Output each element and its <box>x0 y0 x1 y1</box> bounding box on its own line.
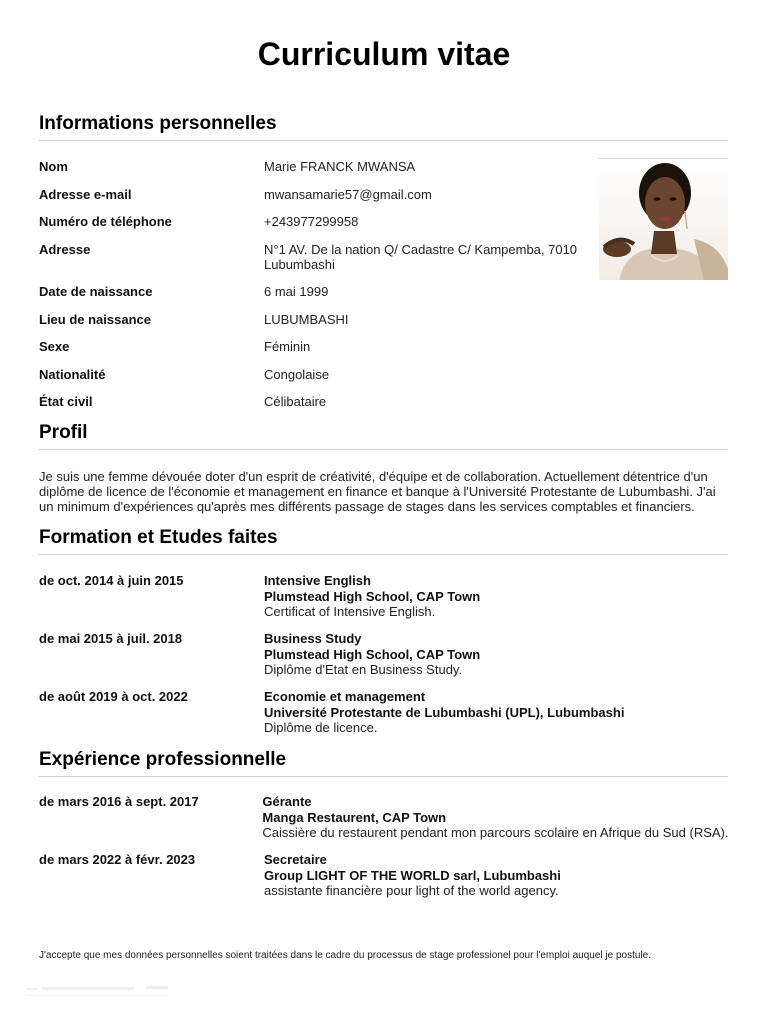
info-label: Lieu de naissance <box>39 311 151 327</box>
education-section <box>39 525 728 555</box>
info-row-sex <box>39 339 599 354</box>
entry-date: de mars 2022 à févr. 2023 <box>39 852 196 867</box>
profile-photo <box>599 158 728 280</box>
page-title: Curriculum vitae <box>257 36 511 72</box>
profile-heading: Profil <box>39 422 88 443</box>
info-row-address <box>39 242 599 272</box>
consent-statement: J'accepte que mes données personnelles soient traitées dans le cadre du processus de stage professionel pour l'emploi auquel je postule. <box>39 950 651 961</box>
entry-title: Intensive English <box>264 573 371 588</box>
entry-body <box>264 689 734 736</box>
entry-body <box>264 631 734 678</box>
experience-heading: Expérience professionnelle <box>39 749 287 770</box>
info-label: Adresse e-mail <box>39 186 132 202</box>
entry-body <box>264 852 734 899</box>
section-divider <box>39 140 728 141</box>
entry-description: Diplôme d'Etat en Business Study. <box>264 662 463 677</box>
info-row-phone <box>39 214 599 229</box>
info-row-email <box>39 187 599 202</box>
info-label: Sexe <box>39 339 70 354</box>
info-row-birth-place <box>39 312 599 327</box>
info-value: Congolaise <box>264 366 330 382</box>
info-value: +243977299958 <box>264 214 359 229</box>
entry-description: assistante financière pour light of the world agency. <box>264 883 559 898</box>
info-row-civil-status <box>39 394 599 409</box>
info-value: Marie FRANCK MWANSA <box>264 159 416 174</box>
info-label: État civil <box>39 394 93 409</box>
info-row-birth-date <box>39 284 599 299</box>
footer-watermark <box>26 983 168 995</box>
info-label: Date de naissance <box>39 284 153 299</box>
entry-description: Diplôme de licence. <box>264 720 378 735</box>
entry-title: Secretaire <box>264 852 327 867</box>
entry-title: Gérante <box>262 794 312 809</box>
entry-description: Caissière du restaurent pendant mon parcours scolaire en Afrique du Sud (RSA). <box>262 825 729 840</box>
experience-entry <box>39 852 739 899</box>
entry-date: de mars 2016 à sept. 2017 <box>39 794 199 809</box>
info-label: Nom <box>39 159 68 174</box>
experience-entry <box>39 794 739 841</box>
section-divider <box>39 449 728 450</box>
experience-section <box>39 747 728 777</box>
personal-info-table <box>39 159 599 422</box>
education-entry <box>39 689 739 736</box>
personal-info-section <box>39 111 728 141</box>
entry-organization: Manga Restaurent, CAP Town <box>262 809 447 825</box>
entry-organization: Plumstead High School, CAP Town <box>264 588 481 604</box>
info-row-nationality <box>39 367 599 382</box>
personal-info-heading: Informations personnelles <box>39 113 277 134</box>
info-value: Célibataire <box>264 394 327 409</box>
entry-body <box>264 573 734 620</box>
entry-organization: Group LIGHT OF THE WORLD sarl, Lubumbashi <box>264 867 561 883</box>
section-divider <box>39 776 728 777</box>
info-label: Adresse <box>39 241 91 257</box>
info-value: Féminin <box>264 339 311 354</box>
entry-title: Business Study <box>264 631 362 646</box>
info-value: mwansamarie57@gmail.com <box>264 186 432 202</box>
info-label: Nationalité <box>39 366 106 382</box>
education-heading: Formation et Etudes faites <box>39 527 278 548</box>
info-value: N°1 AV. De la nation Q/ Cadastre C/ Kampemba, 7010 Lubumbashi <box>264 241 578 272</box>
entry-organization: Université Protestante de Lubumbashi (UPL), Lubumbashi <box>264 704 625 720</box>
entry-date: de août 2019 à oct. 2022 <box>39 689 188 704</box>
section-divider <box>39 554 728 555</box>
entry-title: Economie et management <box>264 689 426 704</box>
entry-body <box>262 794 739 841</box>
info-value: LUBUMBASHI <box>264 311 349 327</box>
profile-section <box>39 420 728 450</box>
info-label: Numéro de téléphone <box>39 214 172 229</box>
info-value: 6 mai 1999 <box>264 284 329 299</box>
entry-date: de mai 2015 à juil. 2018 <box>39 631 183 646</box>
entry-organization: Plumstead High School, CAP Town <box>264 646 481 662</box>
entry-description: Certificat of Intensive English. <box>264 604 436 619</box>
profile-text: Je suis une femme dévouée doter d'un esprit de créativité, d'équipe et de collaboration. Actuellement détentrice d'un diplôme de licence de l'économie et management en finance et banque à l'Université Protestante de Lubumbashi. J'ai un minimum d'expériences qu'après mes différents passage de stages dans les services comptables et financiers. <box>39 469 716 515</box>
entry-date: de oct. 2014 à juin 2015 <box>39 573 184 588</box>
education-entry <box>39 573 739 620</box>
info-row-name <box>39 159 599 174</box>
education-entry <box>39 631 739 678</box>
